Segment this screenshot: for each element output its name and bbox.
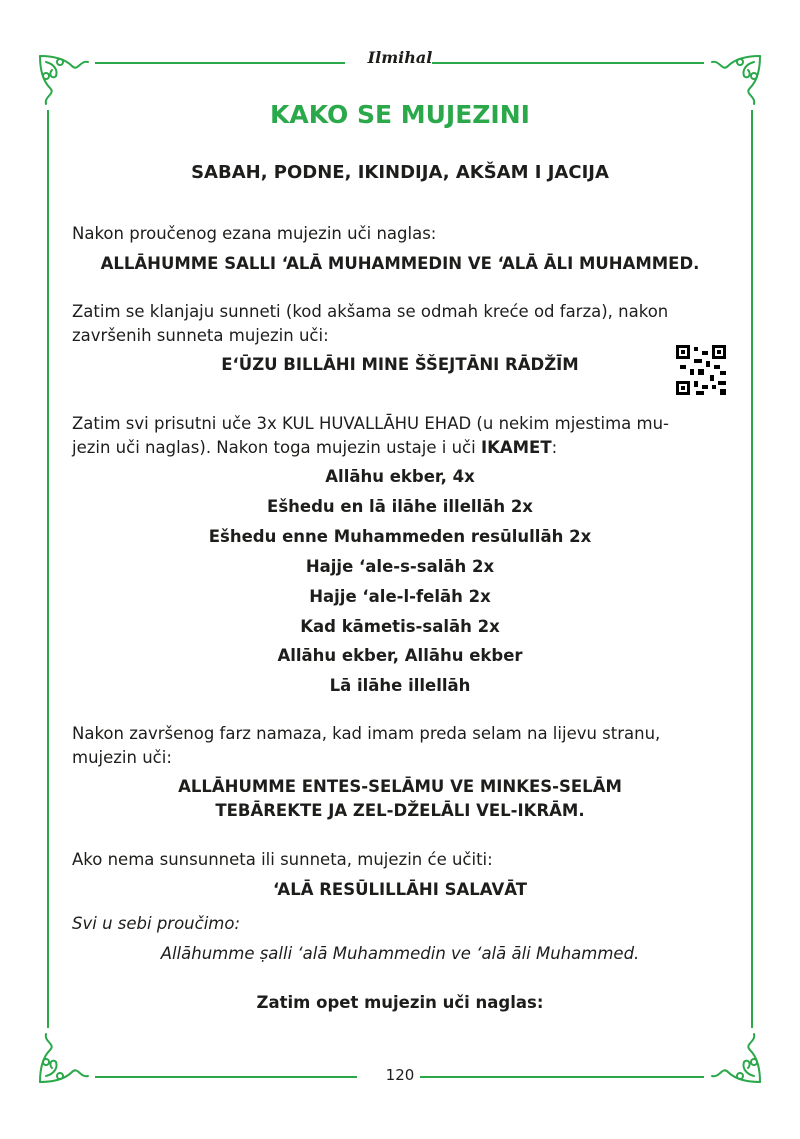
- ikamet-line: Allāhu ekber, 4x: [325, 467, 475, 486]
- ikamet-line: Hajje ‘ale-l-felāh 2x: [309, 587, 491, 606]
- after-farz-text-line-2: mujezin uči:: [72, 748, 172, 767]
- ikamet-keyword: IKAMET: [480, 438, 552, 457]
- ikamet-line: Allāhu ekber, Allāhu ekber: [277, 646, 523, 665]
- sunnah-text-line-1: Zatim se klanjaju sunneti (kod akšama se odmah kreće od farza), nakon: [72, 302, 669, 321]
- ikamet-line: Hajje ‘ale-s-salāh 2x: [305, 557, 495, 576]
- qr-code-icon[interactable]: [676, 345, 726, 395]
- page-subtitle: SABAH, PODNE, IKINDIJA, AKŠAM I JACIJA: [191, 162, 609, 183]
- no-sunnah-text: Ako nema sunsunneta ili sunneta, mujezin će učiti:: [72, 850, 493, 869]
- ihlas-text-line-2-end: :: [551, 438, 558, 457]
- ikamet-line: Ešhedu en lā ilāhe illellāh 2x: [267, 497, 533, 516]
- intro-text: Nakon proučenog ezana mujezin uči naglas:: [72, 224, 437, 243]
- zatim-opet-text: Zatim opet mujezin uči naglas:: [256, 993, 544, 1012]
- ihlas-text-line-2: [72, 436, 720, 460]
- ikamet-line: Ešhedu enne Muhammeden resūlullāh 2x: [208, 527, 592, 546]
- ala-resulillahi-text: ‘ALĀ RESŪLILLĀHI SALAVĀT: [273, 880, 527, 899]
- svi-u-sebi-text: Svi u sebi proučimo:: [72, 914, 241, 933]
- ihlas-text-line-2-start: jezin uči naglas). Nakon toga mujezin ustaje i uči: [72, 438, 481, 457]
- ikamet-line: Lā ilāhe illellāh: [329, 676, 471, 695]
- page-title: KAKO SE MUJEZINI: [270, 100, 530, 129]
- page-number: 120: [385, 1066, 415, 1084]
- running-header-title: Ilmihal: [367, 48, 433, 67]
- euzu-text: E‘ŪZU BILLĀHI MINE ŠŠEJTĀNI RĀDŽĪM: [221, 355, 579, 374]
- sunnah-text-line-2: završenih sunneta mujezin uči:: [72, 326, 329, 345]
- selam-line-1: ALLĀHUMME ENTES-SELĀMU VE MINKES-SELĀM: [178, 777, 622, 796]
- selam-line-2: TEBĀREKTE JA ZEL-DŽELĀLI VEL-IKRĀM.: [215, 801, 585, 820]
- after-farz-text-line-1: Nakon završenog farz namaza, kad imam preda selam na lijevu stranu,: [72, 724, 661, 743]
- salawat-text: ALLĀHUMME SALLI ‘ALĀ MUHAMMEDIN VE ‘ALĀ ĀLI MUHAMMED.: [100, 254, 700, 273]
- ihlas-text-line-1: Zatim svi prisutni uče 3x KUL HUVALLĀHU EHAD (u nekim mjestima mu-: [72, 414, 670, 433]
- salawat-italic-text: Allāhumme ṣalli ‘alā Muhammedin ve ‘alā āli Muhammed.: [160, 944, 640, 963]
- ikamet-line: Kad kāmetis-salāh 2x: [300, 617, 500, 636]
